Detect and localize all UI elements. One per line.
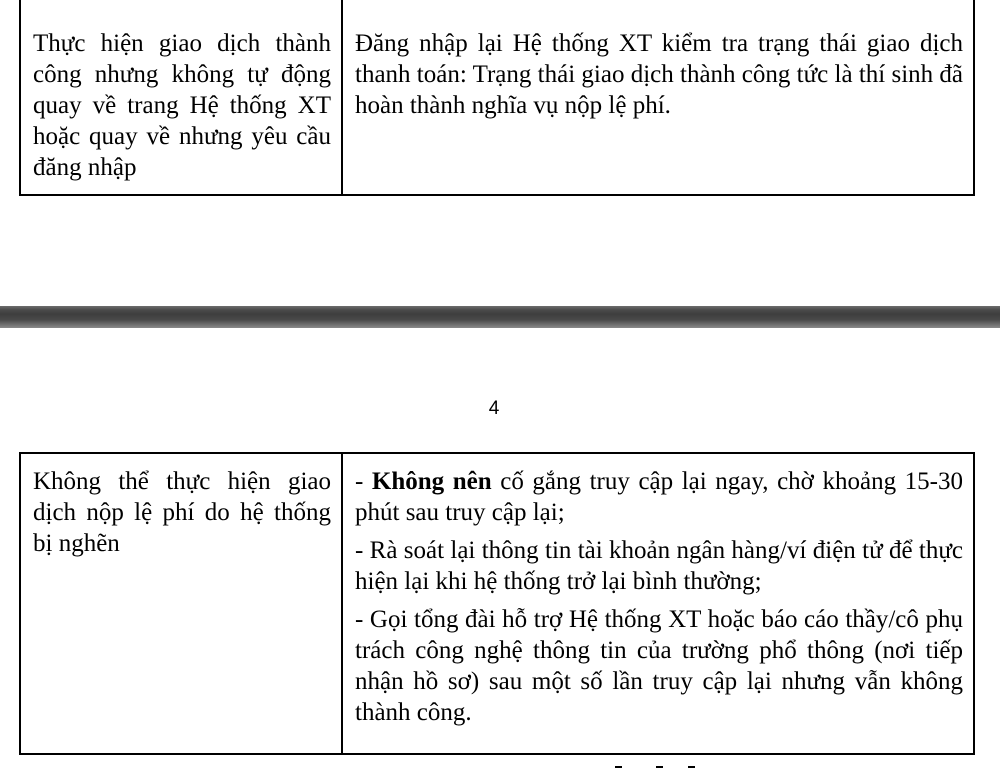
solution-paragraph-1 [355,466,963,528]
top-table-right-cell [343,0,973,194]
top-table-solution-text: Đăng nhập lại Hệ thống XT kiểm tra trạng thái giao dịch thanh toán: Trạng thái giao dịch thành công tức là thí sinh đã hoàn thành nghĩa vụ nộp lệ phí. [355,30,963,119]
bottom-table-left-cell [21,454,343,753]
bottom-table-issue-text: Không thể thực hiện giao dịch nộp lệ phí do hệ thống bị nghẽn [33,468,331,557]
top-table [19,0,975,196]
page-number: 4 [488,398,500,419]
solution-2-text: - Rà soát lại thông tin tài khoản ngân hàng/ví điện tử để thực hiện lại khi hệ thống trở lại bình thường; [355,537,963,595]
solution-3-text: - Gọi tổng đài hỗ trợ Hệ thống XT hoặc báo cáo thầy/cô phụ trách công nghệ thông tin của trường phổ thông (nơi tiếp nhận hồ sơ) sau một số lần truy cập lại nhưng vẫn không thành công. [355,606,963,726]
bottom-table-right-cell [343,454,973,753]
solution-1-text: cố gắng truy cập lại ngay, chờ khoảng 15-30 phút sau truy cập lại; [355,468,963,526]
bottom-table [19,452,975,755]
solution-1-prefix: - [355,468,372,495]
solution-paragraph-2 [355,535,963,597]
top-table-issue-text: Thực hiện giao dịch thành công nhưng không tự động quay về trang Hệ thống XT hoặc quay về nhưng yêu cầu đăng nhập [33,30,331,181]
page-separator [0,306,1000,328]
top-table-left-cell [21,0,343,194]
solution-paragraph-3 [355,604,963,728]
next-line-fragment [0,760,1000,770]
solution-1-bold: Không nên [371,468,492,495]
